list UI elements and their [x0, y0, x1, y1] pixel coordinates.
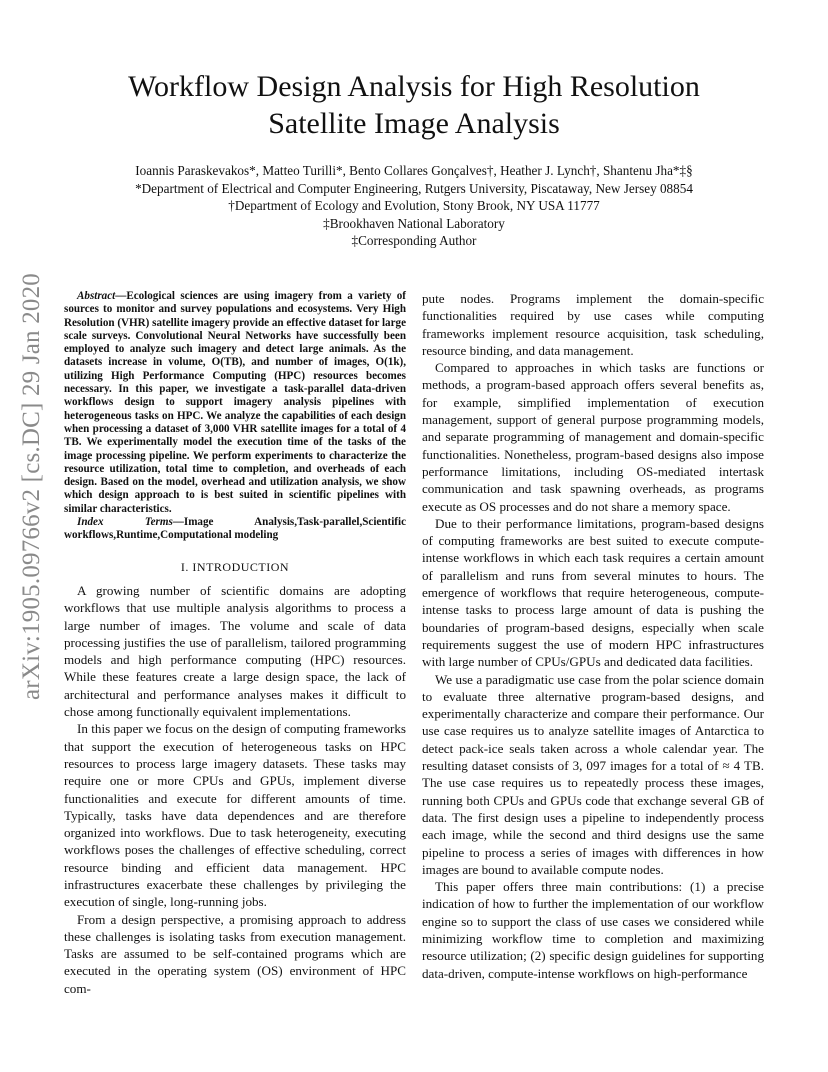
- section-heading-introduction: I. INTRODUCTION: [180, 559, 290, 574]
- body-paragraph: Compared to approaches in which tasks are functions or methods, a program-based approach offers several benefits as, for example, simplified implementation of execution management, support of general purpose programming models, and separate programming of management and domain-specific functionalities. Nonetheless, program-based designs also impose performance limitations, including OS-mediated intertask communication and task spawning overheads, as programs execute as OS processes and do not share a memory space.: [422, 360, 764, 514]
- author-block: [60, 162, 768, 250]
- affiliation-3: ‡Brookhaven National Laboratory: [323, 215, 505, 231]
- affiliation-4: ‡Corresponding Author: [351, 233, 477, 248]
- abstract-lead: Abstract: [77, 290, 116, 302]
- right-column: [422, 290, 764, 982]
- author-list: Ioannis Paraskevakos*, Matteo Turilli*, Bento Collares Gonçalves†, Heather J. Lynch†, Shantenu Jha*‡§: [135, 163, 693, 178]
- affiliation-2: †Department of Ecology and Evolution, Stony Brook, NY USA 11777: [228, 198, 600, 213]
- index-terms-text: —Image Analysis,Task-parallel,Scientific workflows,Runtime,Computational modeling: [64, 516, 406, 542]
- abstract-text: —Ecological sciences are using imagery from a variety of sources to monitor and survey populations and ecosystems. Very High Resolution (VHR) satellite imagery provide an effective dataset for large scale surveys. Convolutional Neural Networks have successfully been employed to analyze such imagery and detect large animals. As the datasets increase in volume, O(TB), and number of images, O(1k), utilizing High Performance Computing (HPC) resources becomes necessary. In this paper, we investigate a task-parallel data-driven workflows design to support imagery analysis pipelines with heterogeneous tasks on HPC. We analyze the capabilities of each design when processing a dataset of 3,000 VHR satellite images for a total of 4 TB. We experimentally model the execution time of the tasks of the image processing pipeline. We perform experiments to characterize the resource utilization, total time to completion, and overheads of each design. Based on the model, overhead and utilization analysis, we show which design approach to is best suited in scientific pipelines with similar characteristics.: [64, 290, 406, 515]
- title-line-2: Satellite Image Analysis: [268, 107, 560, 140]
- affiliation-1: *Department of Electrical and Computer Engineering, Rutgers University, Piscataway, New Jersey 08854: [135, 180, 693, 196]
- title-line-1: Workflow Design Analysis for High Resolution: [128, 70, 700, 103]
- paper-title: [60, 68, 768, 142]
- abstract: [64, 290, 406, 516]
- body-paragraph: We use a paradigmatic use case from the polar science domain to evaluate three alternative program-based designs, and experimentally characterize and compare their performance. Our use case requires us to analyze satellite images of Antarctica to detect pack-ice seals taken across a whole calendar year. The resulting dataset consists of 3, 097 images for a total of ≈ 4 TB. The use case requires us to repeatedly process these images, running both CPUs and GPUs code that exchange several GB of data. The first design uses a pipeline to independently process each image, while the second and third designs use the same pipeline to process a series of images with differences in how images are bound to available compute nodes.: [422, 671, 764, 877]
- left-column: [64, 290, 406, 997]
- body-paragraph: In this paper we focus on the design of computing frameworks that support the execution of heterogeneous tasks on HPC resources to process large imagery datasets. These tasks may require one or more CPUs and GPUs, implement diverse functionalities and execute for different amounts of time. Typically, tasks have data dependences and are therefore organized into workflows. Due to task heterogeneity, executing workflows poses the challenges of effective scheduling, correct resource binding and efficient data management. HPC infrastructures exacerbate these challenges by privileging the execution of single, long-running jobs.: [64, 721, 406, 910]
- index-terms-lead: Index Terms: [77, 516, 173, 529]
- body-paragraph: A growing number of scientific domains are adopting workflows that use multiple analysis algorithms to process a large number of images. The volume and scale of data processing justifies the use of parallelism, tailored programming models and high performance computing (HPC) resources. While these features create a large design space, the lack of architectural and performance analyses makes it difficult to chose among functionally equivalent implementations.: [64, 582, 406, 720]
- index-terms: [64, 516, 406, 543]
- body-paragraph-continued: pute nodes. Programs implement the domain-specific functionalities required by use cases while computing frameworks implement resource acquisition, task scheduling, resource binding, and data management.: [422, 291, 764, 358]
- arxiv-identifier-stamp: arXiv:1905.09766v2 [cs.DC] 29 Jan 2020: [18, 273, 45, 700]
- body-paragraph: From a design perspective, a promising approach to address these challenges is isolating tasks from execution management. Tasks are assumed to be self-contained programs which are executed in the operating system (OS) environment of HPC com-: [64, 911, 406, 996]
- body-paragraph: This paper offers three main contributions: (1) a precise indication of how to further the implementation of our workflow engine so to support the class of use cases we considered while minimizing workflow time to completion and maximizing resource utilization; (2) specific design guidelines for supporting data-driven, compute-intense workflows on high-performance: [422, 879, 764, 981]
- body-paragraph: Due to their performance limitations, program-based designs of computing frameworks are best suited to execute compute-intense workflows in which each task requires a certain amount of parallelism and runs from several minutes to hours. The emergence of workflows that require heterogeneous, compute-intense tasks to process large amount of data is pushing the boundaries of program-based designs, especially when scale requirements suggest the use of modern HPC infrastructures with large number of CPUs/GPUs and dedicated data facilities.: [422, 515, 764, 670]
